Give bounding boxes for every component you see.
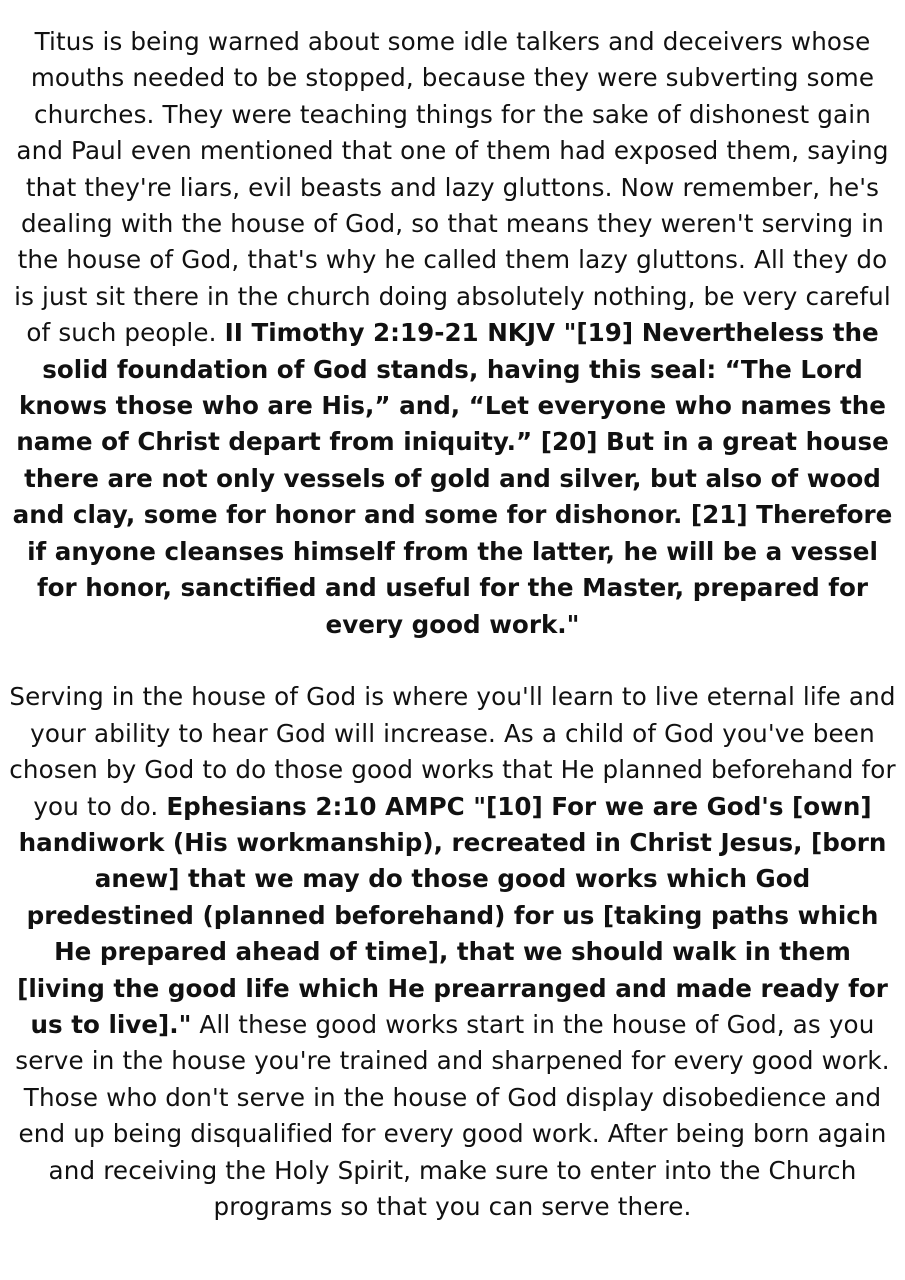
paragraph-serving-closing: All these good works start in the house of God, as you serve in the house you're trained and sharpened for every good work. Those who don't serve in the house of God display disobedience and end up being disqualified for every good work. After being born again and receiving the Holy Spirit, make sure to enter into the Church programs so that you can serve there. — [15, 1009, 890, 1221]
paragraph-titus-text: Titus is being warned about some idle talkers and deceivers whose mouths needed to be stopped, because they were subverting some churches. They were teaching things for the sake of dishonest gain and Paul even mentioned that one of them had exposed them, saying that they're liars, evil beasts and lazy gluttons. Now remember, he's dealing with the house of God, so that means they weren't serving in the house of God, that's why he called them lazy gluttons. All they do is just sit there in the church doing absolutely nothing, be very careful of such people. — [14, 27, 891, 348]
scripture-ephesians: Ephesians 2:10 AMPC "[10] For we are God's [own] handiwork (His workmanship), recreated in Christ Jesus, [born anew] that we may do those good works which God predestined (planned beforehand) for us [taking paths which He prepared ahead of time], that we should walk in them [living the good life which He prearranged and made ready for us to live]." — [17, 791, 888, 1039]
paragraph-titus — [8, 24, 897, 643]
document-page — [0, 24, 905, 1225]
paragraph-gap — [8, 643, 897, 679]
scripture-2-timothy: II Timothy 2:19-21 NKJV "[19] Nevertheless the solid foundation of God stands, having this seal: “The Lord knows those who are His,” and, “Let everyone who names the name of Christ depart from iniquity.” [20] But in a great house there are not only vessels of gold and silver, but also of wood and clay, some for honor and some for dishonor. [21] Therefore if anyone cleanses himself from the latter, he will be a vessel for honor, sanctified and useful for the Master, prepared for every good work." — [12, 318, 893, 639]
paragraph-serving-intro: Serving in the house of God is where you'll learn to live eternal life and your ability to hear God will increase. As a child of God you've been chosen by God to do those good works that He planned beforehand for you to do. — [9, 682, 896, 821]
paragraph-serving — [8, 679, 897, 1225]
